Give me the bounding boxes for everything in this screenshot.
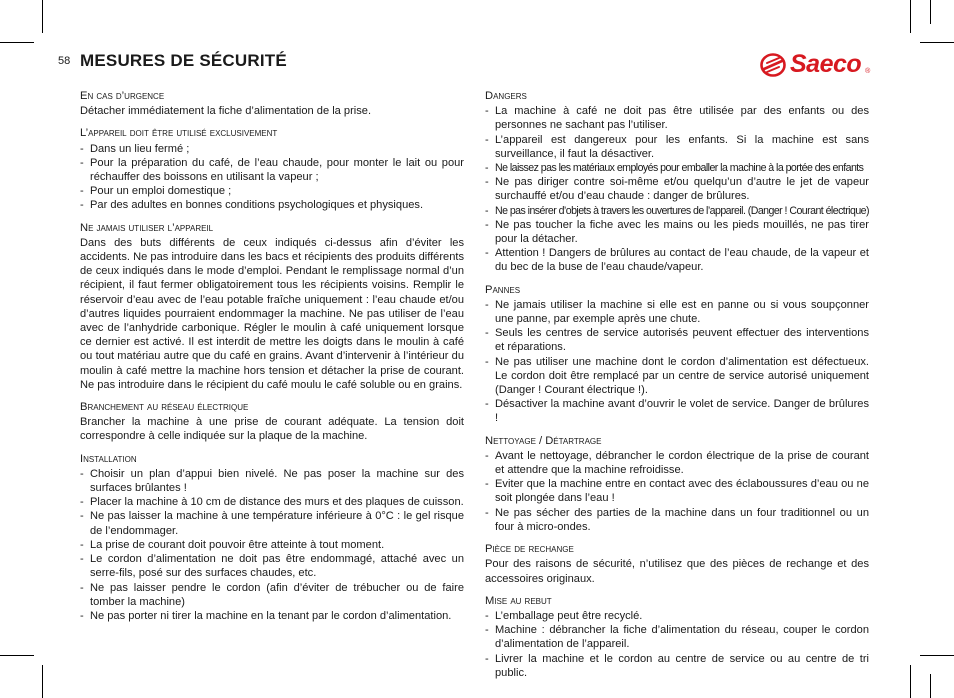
list-item: - Ne pas porter ni tirer la machine en la tenant par le cordon d’alimentation. (80, 609, 464, 623)
list-disposal (485, 609, 869, 680)
list-item: - Ne pas laisser la machine à une température inférieure à 0°C : le gel risque de l’endommager. (80, 509, 464, 537)
section-title-never-use: Ne jamais utiliser l’appareil (80, 221, 214, 234)
list-item: - Ne pas diriger contre soi-même et/ou quelqu’un d’autre le jet de vapeur surchauffé et/ou d’eau chaude : danger de brûlures. (485, 175, 869, 203)
list-installation (80, 467, 464, 623)
crop-mark (920, 42, 954, 43)
list-item: - Ne pas utiliser une machine dont le cordon d’alimentation est défectueux. Le cordon doit être remplacé par un centre de service autorisé uniquement (Danger ! Courant électrique !). (485, 355, 869, 398)
list-item: - L’appareil est dangereux pour les enfants. Si la machine est sans surveillance, il faut la désactiver. (485, 133, 869, 161)
list-item: - Pour la préparation du café, de l’eau chaude, pour monter le lait ou pour réchauffer des boissons en utilisant la vapeur ; (80, 156, 464, 184)
crop-mark (910, 0, 911, 33)
list-item: - La prise de courant doit pouvoir être atteinte à tout moment. (80, 538, 464, 552)
page-number: 58 (58, 55, 71, 67)
section-title-dangers: Dangers (485, 90, 527, 102)
list-item: - Désactiver la machine avant d’ouvrir le volet de service. Danger de brûlures ! (485, 397, 869, 425)
list-item: - Ne pas toucher la fiche avec les mains ou les pieds mouillés, ne pas tirer pour la détacher. (485, 218, 869, 246)
section-title-installation: Installation (80, 452, 137, 465)
section-title-emergency: En cas d’urgence (80, 90, 165, 102)
list-item: - Placer la machine à 10 cm de distance des murs et des plaques de cuisson. (80, 495, 464, 509)
list-item: - Livrer la machine et le cordon au centre de service ou au centre de tri public. (485, 652, 869, 680)
section-title-spare-parts: Pièce de rechange (485, 543, 574, 556)
section-title-usage: L’appareil doit être utilisé exclusivement (80, 127, 278, 140)
section-text-spare-parts: Pour des raisons de sécurité, n’utilisez que des pièces de rechange et des accessoires originaux. (485, 558, 869, 585)
list-failures (485, 298, 869, 426)
list-item: - Pour un emploi domestique ; (80, 184, 464, 198)
list-item: - Eviter que la machine entre en contact avec des éclaboussures d’eau ou ne soit plongée dans l’eau ! (485, 477, 869, 505)
crop-mark (920, 655, 954, 656)
saeco-emblem-icon (760, 53, 786, 77)
list-item: - Choisir un plan d’appui bien nivelé. Ne pas poser la machine sur des surfaces brûlantes ! (80, 467, 464, 495)
list-item: - Dans un lieu fermé ; (80, 142, 464, 156)
list-item: - L’emballage peut être recyclé. (485, 609, 869, 623)
crop-mark (42, 0, 43, 33)
list-usage (80, 142, 464, 213)
section-title-disposal: Mise au rebut (485, 594, 552, 607)
crop-mark (0, 42, 34, 43)
list-cleaning (485, 449, 869, 534)
list-item: - La machine à café ne doit pas être utilisée par des enfants ou des personnes ne sachant pas l’utiliser. (485, 104, 869, 132)
crop-mark (930, 0, 931, 24)
page-title: MESURES DE SÉCURITÉ (80, 51, 287, 70)
crop-mark (42, 665, 43, 698)
section-text-power: Brancher la machine à une prise de courant adéquate. La tension doit correspondre à celle indiquée sur la plaque de la machine. (80, 416, 464, 443)
list-item: - Par des adultes en bonnes conditions psychologiques et physiques. (80, 198, 464, 212)
list-item: - Avant le nettoyage, débrancher le cordon électrique de la prise de courant et attendre que la machine refroidisse. (485, 449, 869, 477)
logo-wordmark: Saeco (790, 50, 862, 78)
section-title-failures: Pannes (485, 283, 521, 296)
list-item: - Ne pas insérer d’objets à travers les ouvertures de l’appareil. (Danger ! Courant électrique) (485, 204, 869, 218)
saeco-logo (760, 52, 870, 77)
section-text-emergency: Détacher immédiatement la fiche d’alimentation de la prise. (80, 105, 372, 118)
list-item: - Ne laissez pas les matériaux employés pour emballer la machine à la portée des enfants (485, 161, 869, 175)
list-item: - Le cordon d’alimentation ne doit pas être endommagé, attaché avec un serre-fils, posé sur des surfaces chaudes, etc. (80, 552, 464, 580)
list-item: - Ne jamais utiliser la machine si elle est en panne ou si vous soupçonner une panne, par exemple après une chute. (485, 298, 869, 326)
left-column (80, 89, 464, 623)
crop-mark (0, 655, 34, 656)
list-dangers (485, 104, 869, 274)
section-title-cleaning: Nettoyage / Détartrage (485, 434, 602, 447)
list-item: - Ne pas sécher des parties de la machine dans un four traditionnel ou un four à micro-ondes. (485, 506, 869, 534)
list-item: - Seuls les centres de service autorisés peuvent effectuer des interventions et réparations. (485, 326, 869, 354)
section-text-never-use: Dans des buts différents de ceux indiqués ci-dessus afin d’éviter les accidents. Ne pas introduire dans les bacs et récipients des produits différents de ceux indiqués dans le mode d’emploi. Pendant le remplissage normal d’un récipient, il faut fermer obligatoirement tous les récipients voisins. Remplir le réservoir d’eau avec de l’eau potable fraîche uniquement : l’eau chaude et/ou d’autres liquides pourraient endommager la machine. Ne pas utiliser de l’eau avec de l’anhydride carbonique. Régler le moulin à café uniquement lorsque ce dernier est activé. Il est interdit de mettre les doigts dans le moulin à café ou tout matériau autre que du café en grains. Avant d’intervenir à l’intérieur du moulin à café mettre la machine hors tension et détacher la prise de courant. Ne pas introduire dans le récipient du café moulu le café soluble ou en grains. (80, 236, 464, 391)
crop-mark (930, 674, 931, 698)
right-column (485, 89, 869, 680)
crop-mark (910, 665, 911, 698)
list-item: - Ne pas laisser pendre le cordon (afin d’éviter de trébucher ou de faire tomber la machine) (80, 581, 464, 609)
list-item: - Machine : débrancher la fiche d’alimentation du réseau, couper le cordon d’alimentation de l’appareil. (485, 623, 869, 651)
list-item: - Attention ! Dangers de brûlures au contact de l’eau chaude, de la vapeur et du bec de la buse de l’eau chaude/vapeur. (485, 246, 869, 274)
section-title-power: Branchement au réseau électrique (80, 401, 249, 414)
logo-registered-mark: ® (865, 68, 871, 75)
